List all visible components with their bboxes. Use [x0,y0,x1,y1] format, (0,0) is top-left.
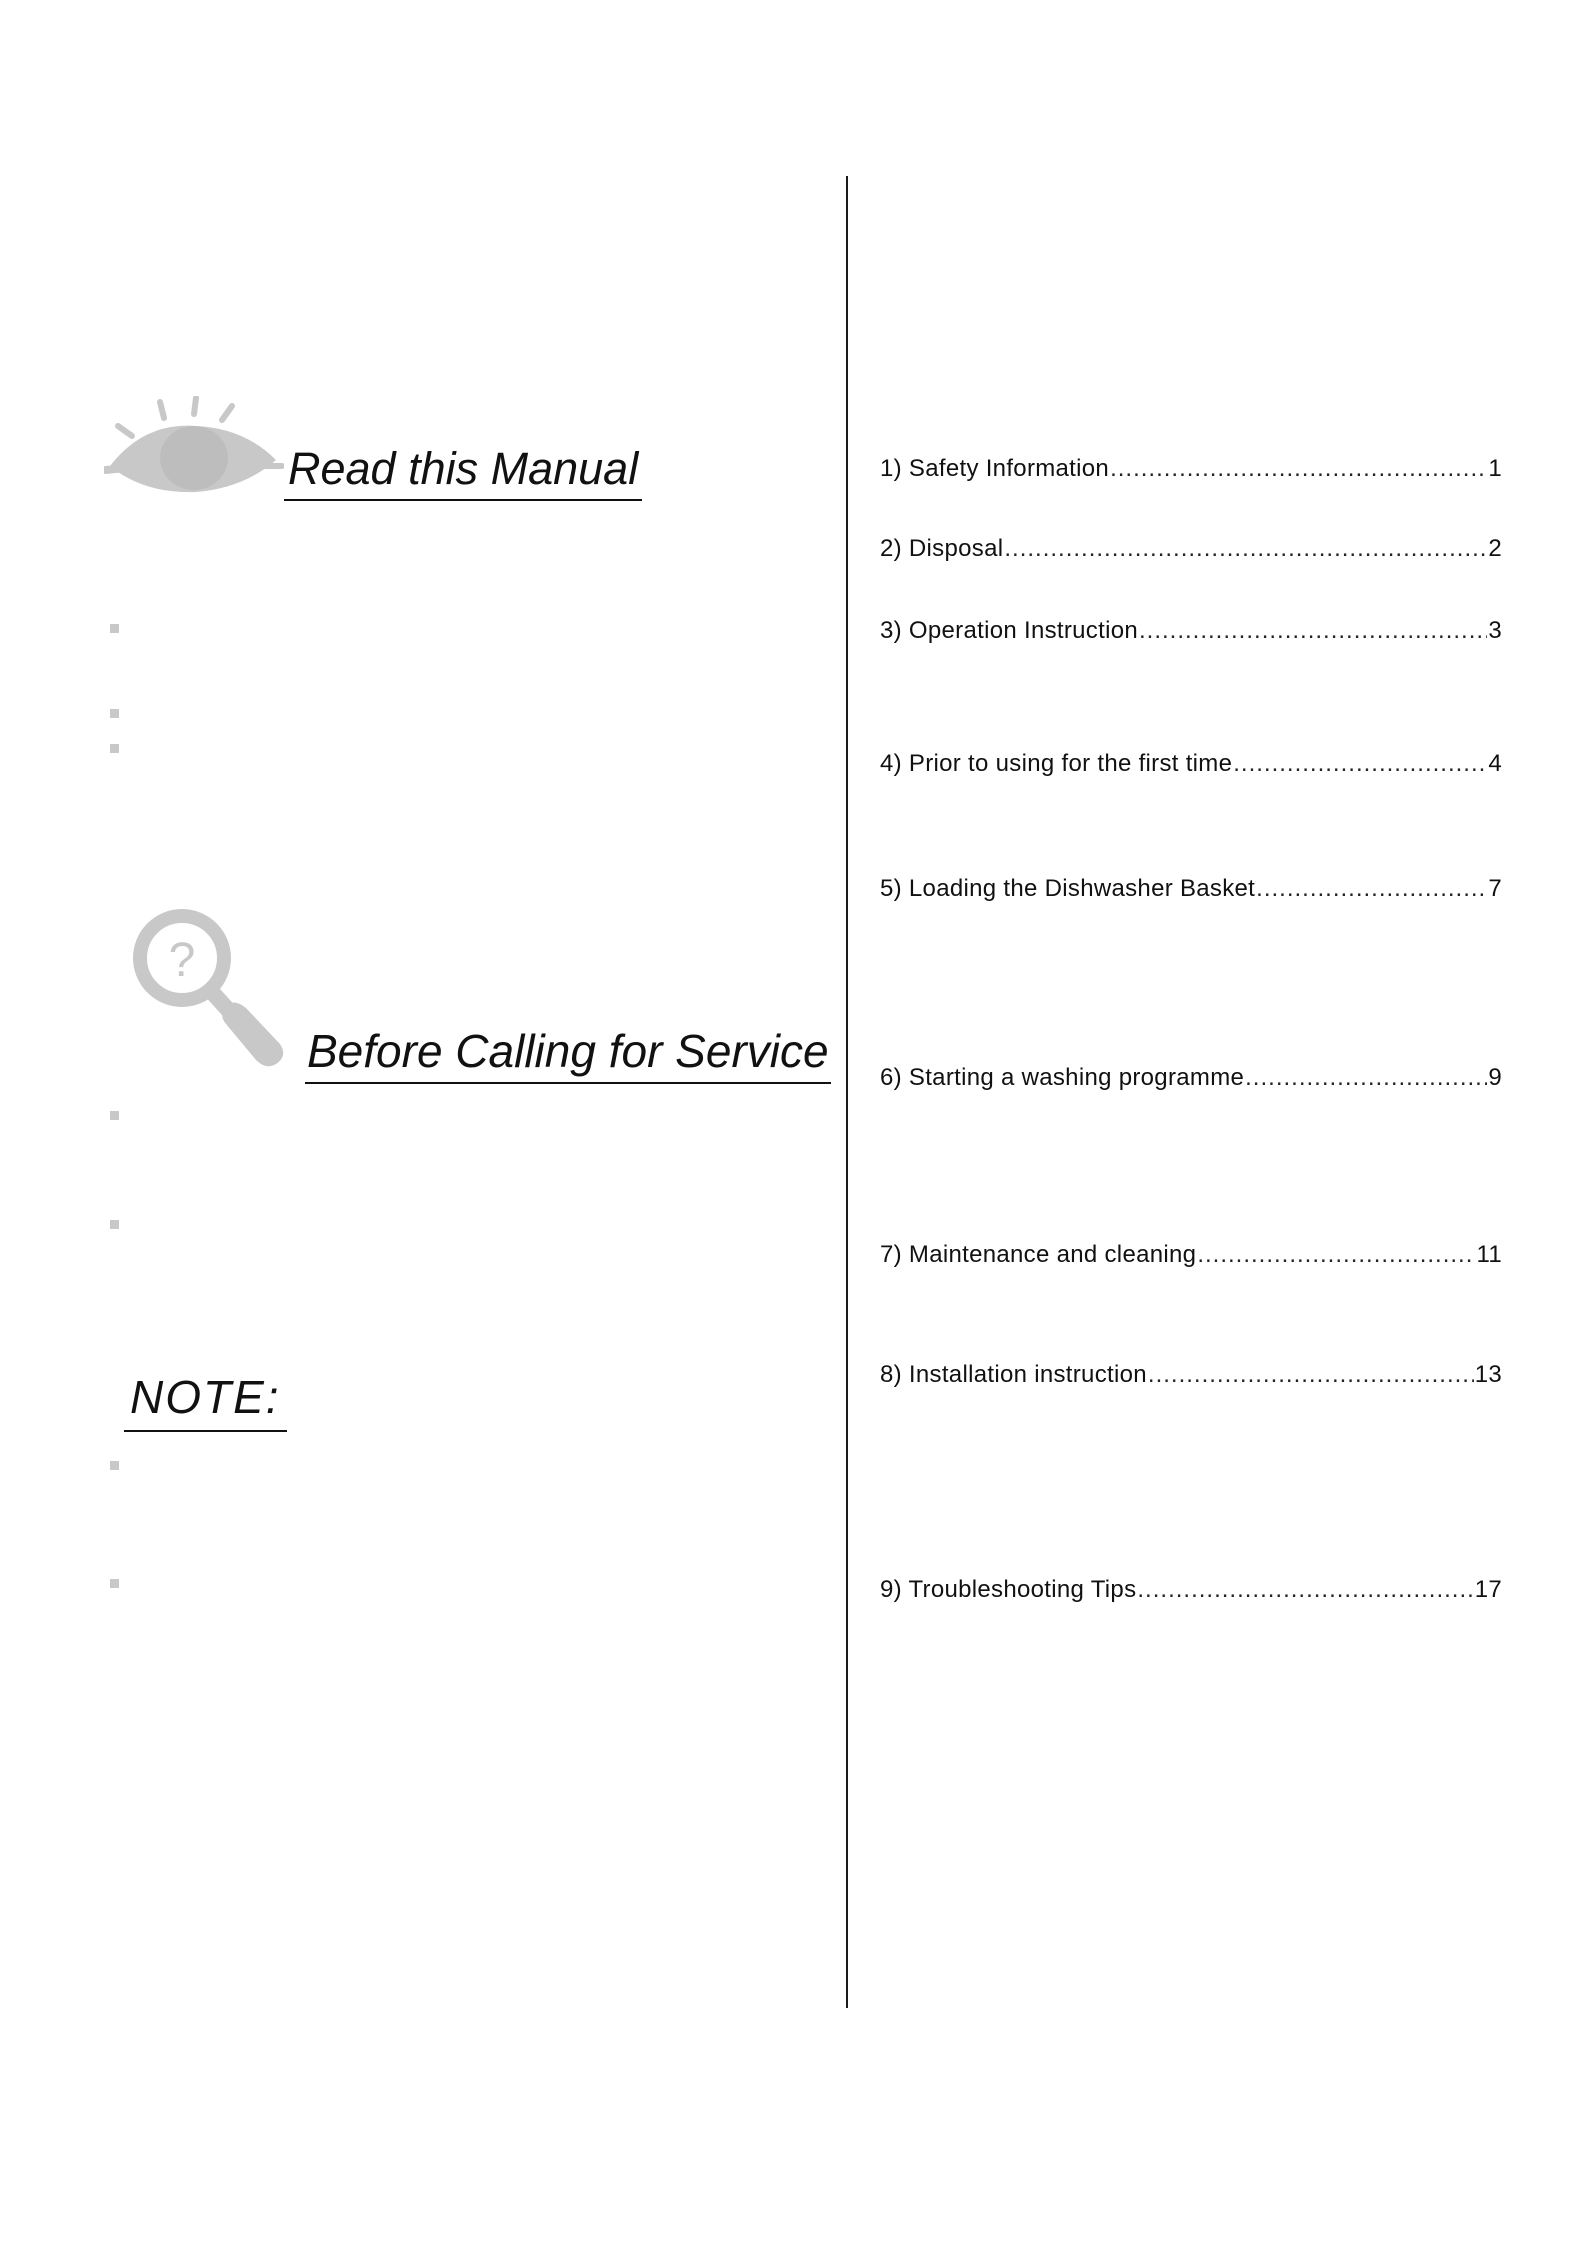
toc-entry-label: 5) Loading the Dishwasher Basket [880,875,1256,902]
read-manual-heading: Read this Manual [284,446,642,501]
toc-entry-label: 6) Starting a washing programme [880,1064,1245,1091]
toc-entry-safety-information[interactable] [880,455,1502,485]
bullet-marker [110,1111,119,1120]
toc-entry-label: 3) Operation Instruction [880,617,1138,644]
bullet-marker [110,744,119,753]
toc-entry-loading-basket[interactable] [880,875,1502,905]
toc-leader-dots [1197,1241,1475,1269]
toc-page-number: 17 [1474,1576,1502,1603]
toc-entry-label: 1) Safety Information [880,455,1110,482]
eye-icon [104,396,284,506]
toc-entry-label: 9) Troubleshooting Tips [880,1576,1137,1603]
toc-entry-installation-instruction[interactable] [880,1361,1502,1391]
toc-leader-dots [1110,455,1487,483]
bullet-marker [110,1579,119,1588]
before-service-heading: Before Calling for Service [305,1028,831,1084]
bullet-marker [110,709,119,718]
toc-page-number: 7 [1488,875,1502,902]
toc-page-number: 11 [1476,1241,1502,1268]
note-heading: NOTE: [124,1374,287,1432]
magnifier-question-icon [130,906,290,1072]
toc-leader-dots [1233,750,1487,778]
toc-leader-dots [1139,617,1487,645]
toc-entry-troubleshooting-tips[interactable] [880,1576,1502,1606]
toc-entry-operation-instruction[interactable] [880,617,1502,647]
toc-leader-dots [1137,1576,1473,1604]
toc-leader-dots [1245,1064,1487,1092]
toc-page-number: 4 [1488,750,1502,777]
toc-entry-label: 4) Prior to using for the first time [880,750,1233,777]
toc-leader-dots [1256,875,1487,903]
toc-entry-label: 2) Disposal [880,535,1004,562]
toc-page-number: 3 [1488,617,1502,644]
toc-page-number: 13 [1474,1361,1502,1388]
svg-text:?: ? [168,934,196,987]
column-divider [846,176,848,2008]
toc-entry-disposal[interactable] [880,535,1502,565]
toc-entry-starting-programme[interactable] [880,1064,1502,1094]
toc-entry-label: 7) Maintenance and cleaning [880,1241,1197,1268]
bullet-marker [110,1461,119,1470]
bullet-marker [110,1220,119,1229]
toc-page-number: 9 [1488,1064,1502,1091]
toc-leader-dots [1004,535,1487,563]
toc-entry-maintenance-cleaning[interactable] [880,1241,1502,1271]
toc-page-number: 1 [1488,455,1502,482]
toc-entry-label: 8) Installation instruction [880,1361,1147,1388]
toc-page-number: 2 [1488,535,1502,562]
bullet-marker [110,624,119,633]
toc-entry-prior-to-first-use[interactable] [880,750,1502,780]
toc-leader-dots [1148,1361,1474,1389]
